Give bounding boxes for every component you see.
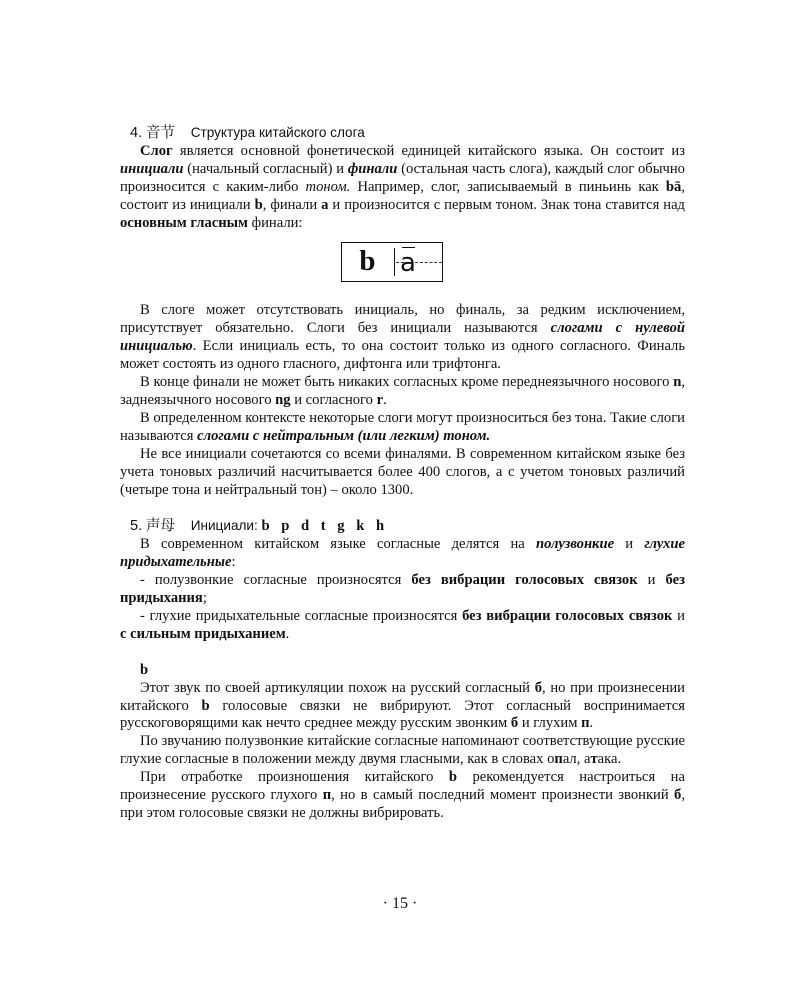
section-4-number: 4.: [130, 125, 143, 141]
section-5-title: Инициали:: [190, 518, 258, 534]
diagram-initial: b: [359, 245, 376, 278]
term-final: финали: [347, 160, 398, 177]
syllable-diagram: [120, 232, 685, 302]
text-run: В современном китайском языке согласные делятся на: [140, 536, 536, 553]
text-run: - полузвонкие согласные произносятся: [140, 572, 412, 589]
text-run: (остальная часть слога), каждый слог обычно произносится с каким-либо: [120, 160, 685, 195]
letter-pe: п: [322, 787, 332, 804]
text-run: , но в самый последний момент произнести звонкий: [331, 787, 675, 804]
section-4-paragraph-2: [120, 302, 685, 374]
phrase-strong-aspiration: с сильным придыханием: [120, 625, 286, 642]
first-tone-mark: [402, 247, 415, 248]
example-a: a: [321, 196, 329, 213]
phrase-no-aspiration: без придыхания: [120, 572, 685, 607]
text-run: Этот звук по своей артикуляции похож на русский согласный: [140, 679, 535, 696]
text-run: В слоге может отсутствовать инициаль, но финаль, за редким исключением, присутствует обязательно. Слоги без инициали называются: [120, 302, 685, 337]
diagram-final: a: [400, 248, 416, 279]
text-run: , при этом голосовые связки не должны вибрировать.: [120, 787, 685, 821]
text-run: ака.: [597, 751, 622, 768]
section-4-hanzi: 音节: [145, 125, 176, 141]
b-heading: b: [140, 661, 149, 678]
text-run: .: [589, 715, 594, 732]
letter-be: б: [510, 715, 519, 732]
section-4-paragraph-4: [120, 410, 685, 446]
text-run: .: [383, 391, 387, 408]
letter-pe: п: [581, 715, 590, 732]
example-ba: bā: [665, 178, 682, 195]
text-run: ;: [202, 590, 207, 607]
section-5-paragraph-2: [120, 572, 685, 608]
text-run: является основной фонетической единицей китайского языка. Он состоит из: [172, 142, 685, 159]
section-4-paragraph-3: [120, 374, 685, 410]
section-4-paragraph-1: [120, 143, 685, 233]
letter-be: б: [674, 787, 682, 804]
term-zero-initial: слогами с нулевой инициалью: [120, 320, 685, 355]
text-run: :: [231, 554, 236, 571]
section-5-letters: b p d t g k h: [261, 518, 389, 535]
text-run: В конце финали не может быть никаких согласных кроме переднеязычного носового: [140, 374, 674, 391]
text-run: рекомендуется настроиться на произнесение русского глухого: [120, 769, 685, 804]
text-run: При отработке произношения китайского: [140, 769, 449, 786]
text-run: и произносится с первым тоном. Знак тона ставится над: [328, 196, 685, 213]
section-4-paragraph-5: Не все инициали сочетаются со всеми финалями. В современном китайском языке без учета тоновых различий насчитывается более 400 слогов, а с учетом тоновых различий (четыре тона и нейтральный тон) – около 1300.: [120, 445, 685, 498]
text-run: В определенном контексте некоторые слоги могут произноситься без тона. Такие слоги называются: [120, 409, 685, 444]
letter-pe: п: [554, 751, 563, 768]
section-5-paragraph-3: [120, 608, 685, 644]
section-5-number: 5.: [130, 518, 143, 535]
text-run: и: [637, 572, 666, 589]
b-paragraph-3: [120, 769, 685, 823]
term-initial: инициали: [120, 160, 184, 177]
term-main-vowel: основным гласным: [120, 214, 248, 231]
section-5-heading: [120, 517, 685, 536]
term-syllable: Слог: [140, 142, 173, 159]
term-neutral-tone: слогами с нейтральным (или легким) тоном.: [197, 427, 491, 444]
text-run: , состоит из инициали: [120, 178, 685, 213]
text-run: и: [672, 607, 685, 624]
text-run: , финали: [262, 196, 322, 213]
letter-be: б: [534, 679, 542, 696]
text-run: и: [614, 536, 645, 553]
syllable-box: [341, 242, 443, 282]
text-run: финали:: [247, 214, 303, 231]
letter-b: b: [448, 769, 457, 786]
text-run: ал, а: [562, 751, 591, 768]
b-paragraph-2: [120, 733, 685, 769]
text-run: - глухие придыхательные согласные произносятся: [140, 607, 463, 624]
term-aspirated: глухие придыхательные: [120, 536, 685, 571]
term-semi-voiced: полузвонкие: [536, 536, 615, 553]
letter-te: т: [590, 751, 598, 768]
text-run: и глухим: [518, 715, 582, 732]
section-4-title: Структура китайского слога: [190, 125, 365, 140]
diagram-divider: [394, 248, 395, 276]
text-run: .: [285, 625, 290, 642]
page-number: · 15 ·: [382, 895, 418, 912]
text-run: . Если инициаль есть, то она состоит только из одного согласного. Финаль может состоять из одного гласного, дифтонга или трифтонга.: [120, 338, 685, 373]
phrase-no-vibration: без вибрации голосовых связок: [411, 572, 638, 589]
letter-ng: ng: [275, 391, 291, 408]
section-5-hanzi: 声母: [145, 518, 176, 535]
term-tone: тоном.: [305, 178, 351, 195]
text-run: и согласного: [290, 391, 377, 408]
text-run: , но при произнесении китайского: [120, 679, 685, 714]
page-content: [120, 124, 685, 823]
text-run: , заднеязычного носового: [120, 374, 685, 408]
section-5-paragraph-1: [120, 536, 685, 572]
letter-n: n: [673, 374, 682, 391]
phrase-no-vibration: без вибрации голосовых связок: [462, 607, 673, 624]
b-paragraph-1: [120, 680, 685, 734]
text-run: По звучанию полузвонкие китайские согласные напоминают соответствующие русские глухие согласные в положении между двумя гласными, как в словах о: [120, 733, 685, 768]
example-b: b: [254, 196, 263, 213]
text-run: Например, слог, записываемый в пиньинь как: [350, 178, 666, 195]
text-run: (начальный согласный) и: [183, 160, 348, 177]
section-4-heading: [120, 124, 685, 143]
letter-r: r: [376, 391, 384, 408]
text-run: голосовые связки не вибрируют. Этот согласный воспринимается русскоговорящими как нечто среднее между русским звонким: [120, 697, 685, 732]
letter-b: b: [201, 697, 210, 714]
